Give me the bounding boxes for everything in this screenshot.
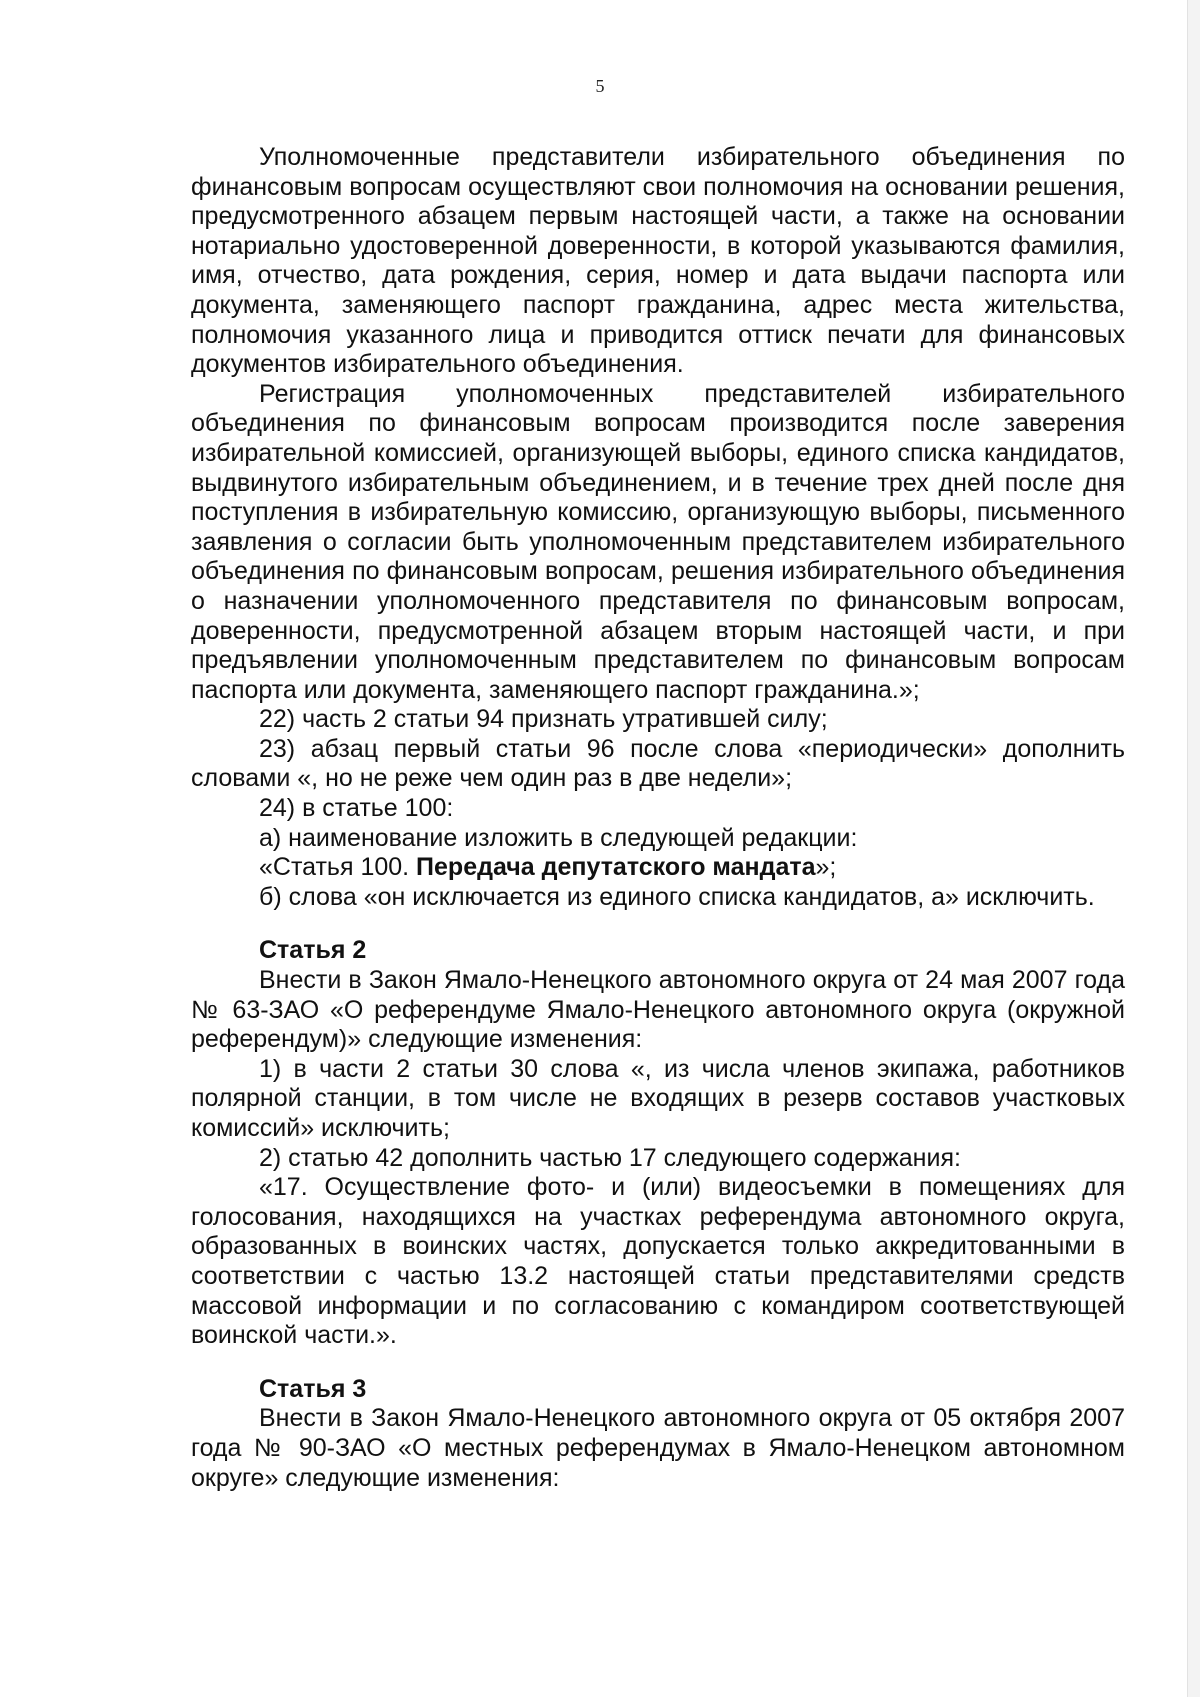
paragraph-item-22: 22) часть 2 статьи 94 признать утратившей силу; — [259, 705, 828, 734]
paragraph-article-100-title — [191, 853, 1125, 883]
article-100-suffix: »; — [815, 853, 837, 882]
article-3-intro: Внести в Закон Ямало-Ненецкого автономного округа от 05 октября 2007 года № 90-ЗАО «О местных референдумах в Ямало-Ненецком автономном округе» следующие изменения: — [191, 1404, 1125, 1492]
article-3-heading: Статья 3 — [259, 1374, 367, 1403]
page-number: 5 — [595, 76, 605, 96]
article-100-bold-title: Передача депутатского мандата — [416, 853, 816, 882]
document-body — [191, 143, 1125, 1493]
paragraph-registration: Регистрация уполномоченных представителей избирательного объединения по финансовым вопросам производится после заверения избирательной комиссией, организующей выборы, единого списка кандидатов, выдвинутого избирательным объединением, и в течение трех дней после дня поступления в избирательную комиссию, организующую выборы, письменного заявления о согласии быть уполномоченным представителем избирательного объединения по финансовым вопросам, решения избирательного объединения о назначении уполномоченного представителя по финансовым вопросам, доверенности, предусмотренной абзацем вторым настоящей части, и при предъявлении уполномоченным представителем по финансовым вопросам паспорта или документа, заменяющего паспорт гражданина.»; — [191, 379, 1125, 704]
article-2-item-2: 2) статью 42 дополнить частью 17 следующего содержания: — [259, 1143, 961, 1172]
article-100-prefix: «Статья 100. — [259, 853, 417, 882]
paragraph-item-24a: а) наименование изложить в следующей редакции: — [259, 823, 858, 852]
paragraph-financial-representatives-powers: Уполномоченные представители избирательного объединения по финансовым вопросам осуществляют свои полномочия на основании решения, предусмотренного абзацем первым настоящей части, а также на основании нотариально удостоверенной доверенности, в которой указываются фамилия, имя, отчество, дата рождения, серия, номер и дата выдачи паспорта или документа, заменяющего паспорт гражданина, адрес места жительства, полномочия указанного лица и приводится оттиск печати для финансовых документов избирательного объединения. — [191, 143, 1125, 379]
paragraph-item-23: 23) абзац первый статьи 96 после слова «периодически» дополнить словами «, но не реже чем один раз в две недели»; — [191, 734, 1125, 793]
article-2-item-1: 1) в части 2 статьи 30 слова «, из числа членов экипажа, работников полярной станции, в том числе не входящих в резерв составов участковых комиссий» исключить; — [191, 1054, 1125, 1142]
article-2-intro: Внести в Закон Ямало-Ненецкого автономного округа от 24 мая 2007 года № 63-ЗАО «О референдуме Ямало-Ненецкого автономного округа (окружной референдум)» следующие изменения: — [191, 966, 1125, 1054]
article-2-item-17: «17. Осуществление фото- и (или) видеосъемки в помещениях для голосования, находящихся на участках референдума автономного округа, образованных в воинских частях, допускается только аккредитованными в соответствии с частью 13.2 настоящей статьи представителями средств массовой информации и по согласованию с командиром соответствующей воинской части.». — [191, 1173, 1125, 1350]
page-edge — [1187, 0, 1200, 1697]
article-2-heading: Статья 2 — [259, 936, 367, 965]
paragraph-item-24b: б) слова «он исключается из единого списка кандидатов, а» исключить. — [259, 882, 1095, 911]
paragraph-item-24: 24) в статье 100: — [259, 794, 454, 823]
